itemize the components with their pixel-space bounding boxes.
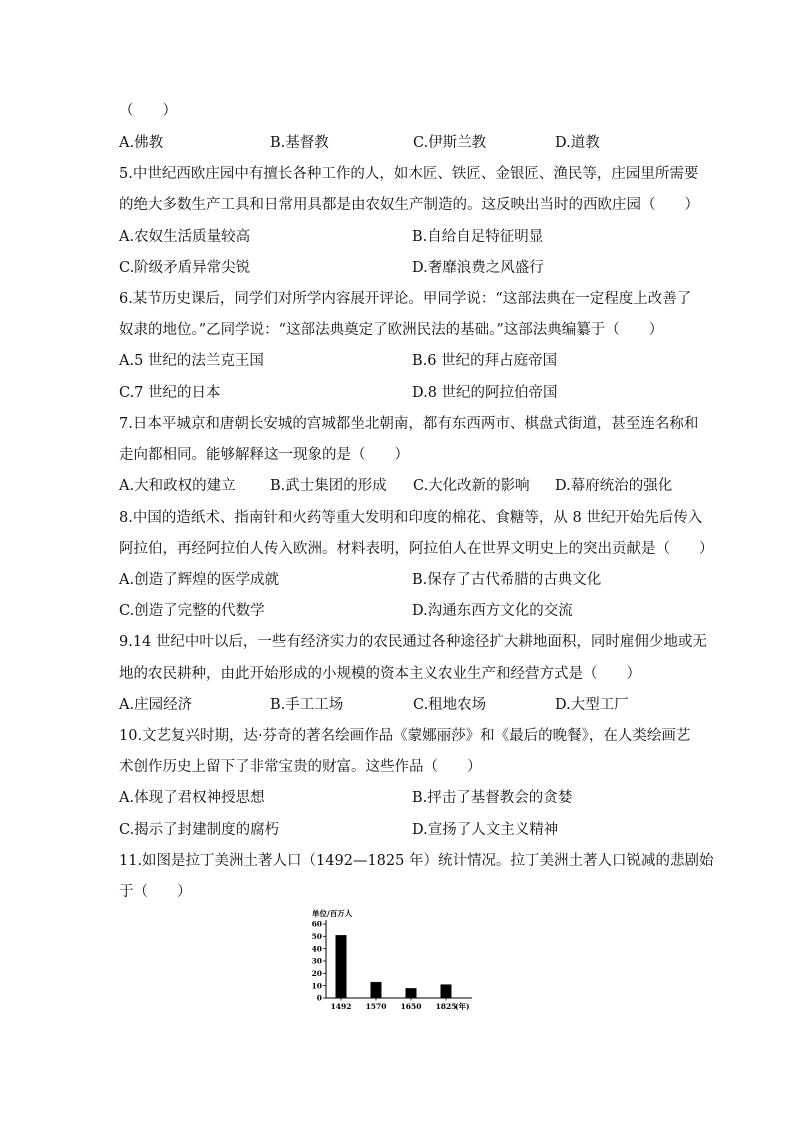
q10-option-d: D.宣扬了人文主义精神 bbox=[412, 822, 559, 838]
y-tick-label: 40 bbox=[311, 944, 322, 954]
y-tick-label: 30 bbox=[311, 956, 322, 966]
y-tick-label: 0 bbox=[316, 993, 322, 1003]
y-tick-label: 60 bbox=[311, 919, 322, 929]
q10-stem-line-1: 10.文艺复兴时期，达·芬奇的著名绘画作品《蒙娜丽莎》和《最后的晚餐》，在人类绘画艺 bbox=[119, 728, 691, 744]
q7-stem-line-2: 走向都相同。能够解释这一现象的是（ ） bbox=[119, 447, 409, 463]
q9-option-b: B.手工工场 bbox=[270, 697, 344, 713]
y-tick-label: 20 bbox=[311, 968, 322, 978]
bar-1825 bbox=[441, 984, 452, 998]
bar-1570 bbox=[371, 982, 382, 998]
q5-option-b: B.自给自足特征明显 bbox=[412, 229, 544, 245]
x-tick-label: 1570 bbox=[365, 1002, 387, 1011]
x-axis bbox=[326, 998, 472, 1011]
q11-stem-line-1: 11.如图是拉丁美洲土著人口（1492—1825 年）统计情况。拉丁美洲土著人口锐减的悲剧始 bbox=[119, 853, 714, 869]
q4-option-b: B.基督教 bbox=[270, 135, 329, 151]
q4-paren: （ ） bbox=[119, 103, 177, 119]
q9-option-a: A.庄园经济 bbox=[119, 697, 193, 713]
q9-stem-line-1: 9.14 世纪中叶以后，一些有经济实力的农民通过各种途径扩大耕地面积，同时雇佣少地或无 bbox=[119, 634, 707, 650]
q6-option-a: A.5 世纪的法兰克王国 bbox=[119, 353, 264, 369]
q4-option-a: A.佛教 bbox=[119, 135, 164, 151]
q8-option-a: A.创造了辉煌的医学成就 bbox=[119, 572, 280, 588]
q8-option-b: B.保存了古代希腊的古典文化 bbox=[412, 572, 602, 588]
q8-stem-line-2: 阿拉伯，再经阿拉伯人传入欧洲。材料表明，阿拉伯人在世界文明史上的突出贡献是（ ） bbox=[119, 541, 714, 557]
q10-stem-line-2: 术创作历史上留下了非常宝贵的财富。这些作品（ ） bbox=[119, 759, 482, 775]
q7-option-b: B.武士集团的形成 bbox=[270, 478, 387, 494]
q9-stem-line-2: 地的农民耕种，由此开始形成的小规模的资本主义农业生产和经营方式是（ ） bbox=[119, 666, 641, 682]
bars bbox=[336, 935, 452, 998]
q6-option-b: B.6 世纪的拜占庭帝国 bbox=[412, 353, 558, 369]
population-bar-chart bbox=[300, 904, 500, 1014]
q5-stem-line-2: 的绝大多数生产工具和日常用具都是由农奴生产制造的。这反映出当时的西欧庄园（ ） bbox=[119, 197, 699, 213]
q4-option-c: C.伊斯兰教 bbox=[413, 135, 487, 151]
q4-option-d: D.道教 bbox=[555, 135, 600, 151]
q9-option-d: D.大型工厂 bbox=[555, 697, 629, 713]
q5-option-d: D.奢靡浪费之风盛行 bbox=[412, 260, 544, 276]
q6-option-d: D.8 世纪的阿拉伯帝国 bbox=[412, 385, 558, 401]
q10-option-b: B.抨击了基督教会的贪婪 bbox=[412, 790, 573, 806]
q7-option-c: C.大化改新的影响 bbox=[413, 478, 530, 494]
q7-option-d: D.幕府统治的强化 bbox=[555, 478, 673, 494]
q7-stem-line-1: 7.日本平城京和唐朝长安城的宫城都坐北朝南，都有东西两市、棋盘式街道，甚至连名称和 bbox=[119, 416, 699, 432]
y-tick-label: 50 bbox=[311, 931, 322, 941]
q10-option-a: A.体现了君权神授思想 bbox=[119, 790, 265, 806]
q9-option-c: C.租地农场 bbox=[413, 697, 487, 713]
q6-stem-line-2: 奴隶的地位。”乙同学说：“这部法典奠定了欧洲民法的基础。”这部法典编纂于（ ） bbox=[119, 322, 664, 338]
bar-1650 bbox=[406, 988, 417, 998]
q6-stem-line-1: 6.某节历史课后，同学们对所学内容展开评论。甲同学说：“这部法典在一定程度上改善了 bbox=[119, 291, 692, 307]
q5-option-a: A.农奴生活质量较高 bbox=[119, 229, 251, 245]
x-axis-unit-label: (年) bbox=[455, 1002, 470, 1011]
x-tick-label: 1492 bbox=[330, 1002, 352, 1011]
y-axis bbox=[312, 920, 326, 1003]
y-tick-label: 10 bbox=[311, 981, 322, 991]
q8-option-c: C.创造了完整的代数学 bbox=[119, 603, 265, 619]
q8-stem-line-1: 8.中国的造纸术、指南针和火药等重大发明和印度的棉花、食糖等，从 8 世纪开始先后传入 bbox=[119, 510, 703, 526]
q7-option-a: A.大和政权的建立 bbox=[119, 478, 236, 494]
chart-unit-label: 单位/百万人 bbox=[312, 909, 353, 918]
q10-option-c: C.揭示了封建制度的腐朽 bbox=[119, 822, 280, 838]
x-tick-label: 1825 bbox=[435, 1002, 457, 1011]
q8-option-d: D.沟通东西方文化的交流 bbox=[412, 603, 573, 619]
q6-option-c: C.7 世纪的日本 bbox=[119, 385, 221, 401]
bar-1492 bbox=[336, 935, 347, 998]
q11-stem-line-2: 于（ ） bbox=[119, 884, 192, 900]
q5-stem-line-1: 5.中世纪西欧庄园中有擅长各种工作的人，如木匠、铁匠、金银匠、渔民等，庄园里所需要 bbox=[119, 166, 699, 182]
q5-option-c: C.阶级矛盾异常尖锐 bbox=[119, 260, 251, 276]
x-tick-label: 1650 bbox=[400, 1002, 422, 1011]
